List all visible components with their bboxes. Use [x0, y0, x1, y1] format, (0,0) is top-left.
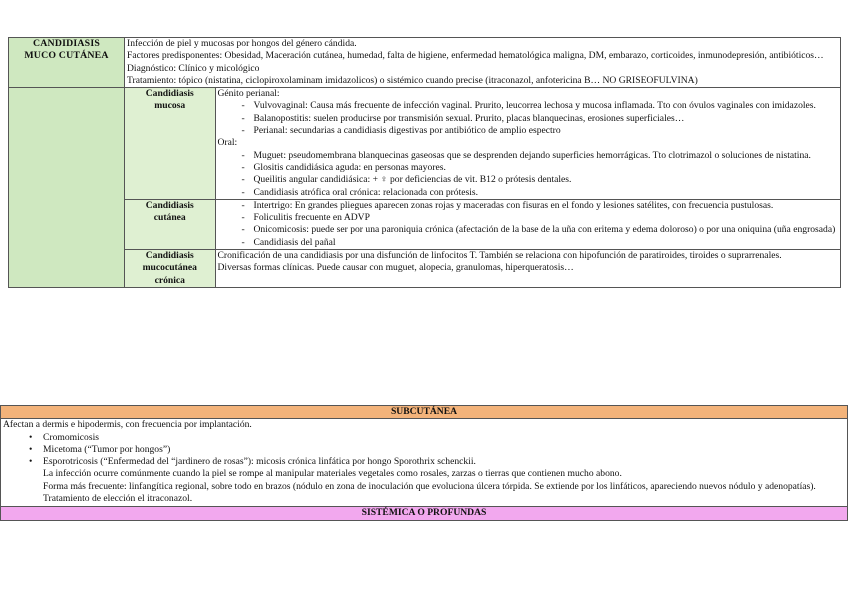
candidiasis-definition: Infección de piel y mucosas por hongos del género cándida.: [127, 38, 357, 49]
document-sheet: [8, 37, 840, 288]
candidiasis-diagnosis: Diagnóstico: Clínico y micológico: [127, 62, 260, 74]
cutanea-label-line1: Candidiasis: [145, 199, 194, 211]
esporotricosis-detail-1: La infección ocurre comúnmente cuando la piel se rompe al manipular materiales vegetales como rosales, zarzas o tierras que contienen mucho abono.: [43, 468, 622, 480]
mucosa-content-cell: [215, 88, 840, 199]
candidiasis-subtypes-cell: [125, 88, 841, 288]
subcutanea-header-row: [1, 406, 848, 419]
list-item: • Micetoma (“Tumor por hongos”): [29, 444, 845, 456]
genito-header: Génito perianal:: [217, 88, 280, 100]
cutanea-list: [218, 200, 839, 249]
oral-header: Oral:: [217, 137, 238, 149]
list-item: - Perianal: secundarias a candidiasis digestivas por antibiótico de amplio espectro: [242, 125, 839, 137]
mycosis-table: [8, 37, 841, 288]
list-item: - Onicomicosis: puede ser por una paroniquia crónica (afectación de la base de la uña con eritema y edema doloroso) o por una oniquina (uña engrosada): [242, 224, 839, 236]
mucosa-label-line2: mucosa: [154, 100, 186, 112]
mucocutanea-row: [125, 250, 840, 287]
esporotricosis-detail-2: Forma más frecuente: linfangítica regional, sobre todo en brazos (nódulo en zona de inoculación que evoluciona úlcera tórpida. Se extiende por los linfáticos, apareciendo nuevos nódulo y adenopatías).: [43, 480, 816, 492]
list-item: - Queilitis angular candidiásica: + ♀ por deficiencias de vit. B12 o prótesis dentales.: [242, 174, 839, 186]
genito-list: [218, 100, 839, 137]
subcutanea-intro: Afectan a dermis e hipodermis, con frecuencia por implantación.: [3, 419, 252, 431]
candidiasis-intro-row: [9, 38, 841, 88]
subcutanea-content-row: [1, 419, 848, 507]
oral-list: [218, 150, 839, 199]
list-item: - Vulvovaginal: Causa más frecuente de infección vaginal. Prurito, leucorrea lechosa y mucosa inflamada. Tto con óvulos vaginales con imidazoles.: [242, 100, 839, 112]
candidiasis-title-line1: CANDIDIASIS: [33, 38, 100, 49]
candidiasis-subtypes-row: [9, 88, 841, 288]
candidiasis-title-line2: MUCO CUTÁNEA: [24, 50, 109, 62]
cutanea-content-cell: [215, 199, 840, 249]
list-item: • Cromomicosis: [29, 432, 845, 444]
mucocutanea-text-1: Cronificación de una candidiasis por una disfunción de linfocitos T. También se relaciona con hipofunción de paratiroides, tiroides o suprarrenales.: [217, 250, 782, 262]
list-item: - Muguet: pseudomembrana blanquecinas gaseosas que se desprenden dejando superficies hemorrágicas. Tto clotrimazol o soluciones de nistatina.: [242, 150, 839, 162]
list-item: - Candidiasis del pañal: [242, 237, 839, 249]
cutanea-label-cell: [125, 199, 215, 249]
list-item: - Candidiasis atrófica oral crónica: relacionada con prótesis.: [242, 187, 839, 199]
list-item: - Balanopostitis: suelen producirse por transmisión sexual. Prurito, placas blanquecinas, erosiones superficiales…: [242, 113, 839, 125]
mucosa-row: [125, 88, 840, 199]
list-item: - Glositis candidiásica aguda: en personas mayores.: [242, 162, 839, 174]
candidiasis-treatment: Tratamiento: tópico (nistatina, ciclopiroxolaminam imidazolicos) o sistémico cuando precise (itraconazol, anfotericina B… NO GRISEOFULVINA): [127, 74, 698, 86]
mucocutanea-label-line2: mucocutánea: [142, 262, 197, 274]
list-item: - Intertrigo: En grandes pliegues aparecen zonas rojas y maceradas con fisuras en el fondo y lesiones satélites, con frecuencia pustulosas.: [242, 200, 839, 212]
mucosa-label-line1: Candidiasis: [145, 88, 194, 100]
cutanea-row: [125, 199, 840, 249]
candidiasis-risk-factors: Factores predisponentes: Obesidad, Maceración cutánea, humedad, falta de higiene, enfermedad hematológica maligna, DM, embarazo, corticoides, inmunodepresión, antibióticos…: [127, 50, 824, 62]
candidiasis-title-cell: [9, 38, 125, 88]
mucocutanea-label-line3: crónica: [154, 274, 185, 286]
sistemica-header: SISTÉMICA O PROFUNDAS: [1, 507, 848, 520]
candidiasis-subtypes-table: [125, 88, 840, 287]
subcutanea-content-cell: [1, 419, 848, 507]
candidiasis-left-spacer: [9, 88, 125, 288]
mucocutanea-label-line1: Candidiasis: [145, 250, 194, 262]
esporotricosis-detail-3: Tratamiento de elección el itraconazol.: [43, 493, 193, 505]
candidiasis-intro-cell: [125, 38, 841, 88]
list-item: - Foliculitis frecuente en ADVP: [242, 212, 839, 224]
mucocutanea-label-cell: [125, 250, 215, 287]
sistemica-header-row: [1, 507, 848, 520]
cutanea-label-line2: cutánea: [153, 212, 186, 224]
subcutanea-list: [3, 432, 845, 469]
mucocutanea-text-2: Diversas formas clínicas. Puede causar con muguet, alopecia, granulomas, hiperqueratosis…: [217, 262, 574, 274]
subcutanea-header: SUBCUTÁNEA: [1, 406, 848, 419]
list-item: • Esporotricosis (“Enfermedad del “jardinero de rosas”): micosis crónica linfática por hongo Sporothrix schenckii.: [29, 456, 845, 468]
mucocutanea-content-cell: [215, 250, 840, 287]
mucosa-label-cell: [125, 88, 215, 199]
subcutanea-table: [0, 405, 848, 521]
subcutanea-section: [0, 405, 848, 521]
